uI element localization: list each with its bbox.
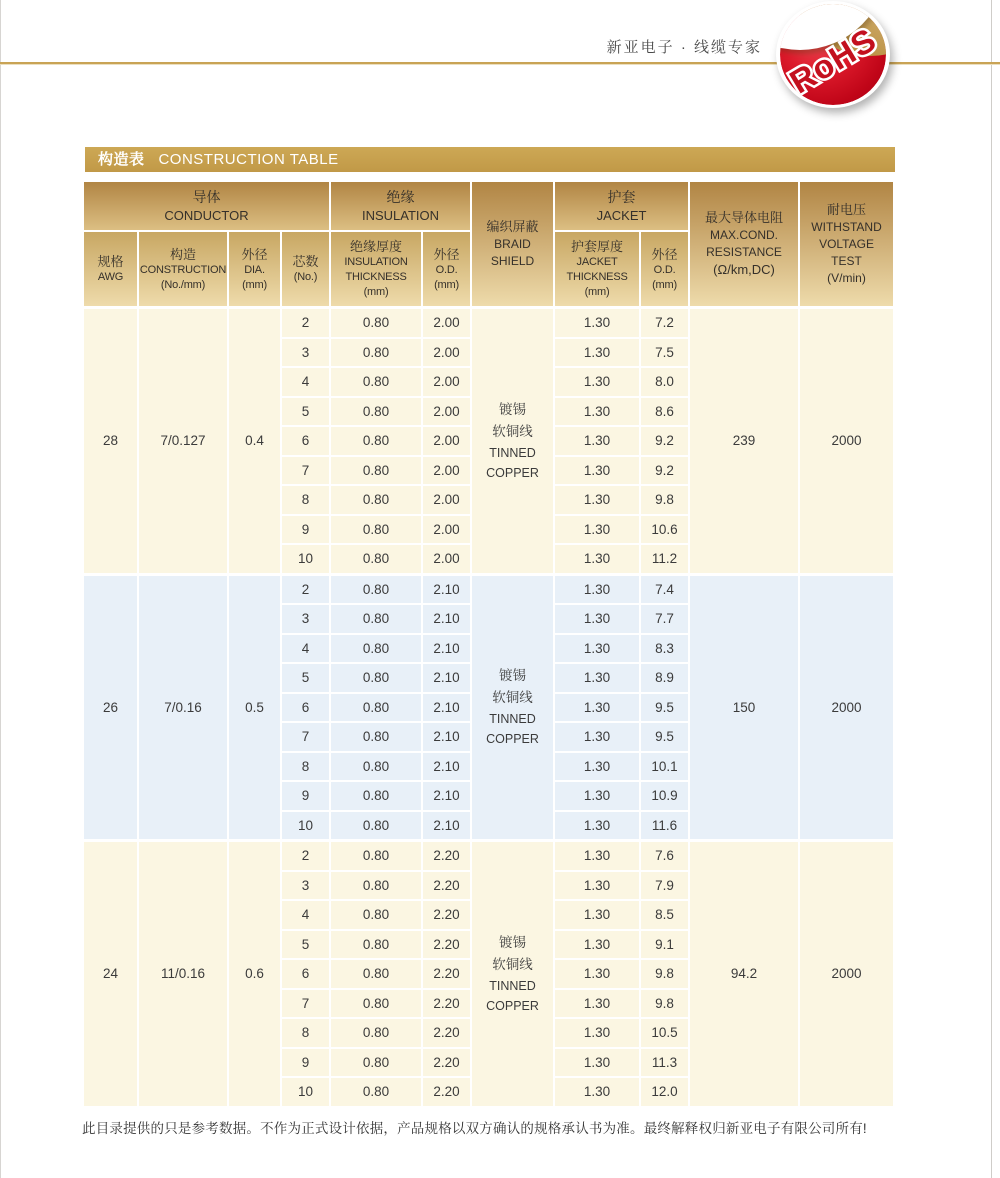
cores-cell: 7 [281,722,330,752]
max-resistance-cell: 150 [689,574,799,841]
insulation-thickness-cell: 0.80 [330,515,422,545]
jacket-thickness-cell: 1.30 [554,544,640,574]
cores-cell: 9 [281,1048,330,1078]
jacket-od-cell: 9.2 [640,456,689,486]
jacket-od-cell: 7.9 [640,871,689,901]
construction-cell: 7/0.127 [138,308,228,575]
cores-cell: 3 [281,604,330,634]
max-resistance-cell: 94.2 [689,841,799,1107]
insulation-thickness-cell: 0.80 [330,367,422,397]
rohs-label: RoHS [782,20,883,101]
cores-cell: 4 [281,900,330,930]
col-header-insulation-od: 外径 O.D. (mm) [422,231,471,308]
jacket-thickness-cell: 1.30 [554,456,640,486]
insulation-thickness-cell: 0.80 [330,722,422,752]
insulation-thickness-cell: 0.80 [330,338,422,368]
awg-cell: 24 [83,841,138,1107]
insulation-thickness-cell: 0.80 [330,634,422,664]
insulation-od-cell: 2.10 [422,574,471,604]
insulation-od-cell: 2.10 [422,811,471,841]
col-header-awg: 规格 AWG [83,231,138,308]
insulation-thickness-cell: 0.80 [330,781,422,811]
insulation-thickness-cell: 0.80 [330,485,422,515]
jacket-thickness-cell: 1.30 [554,841,640,871]
jacket-od-cell: 10.6 [640,515,689,545]
jacket-od-cell: 9.8 [640,485,689,515]
jacket-thickness-cell: 1.30 [554,752,640,782]
jacket-thickness-cell: 1.30 [554,634,640,664]
rohs-badge [774,0,894,110]
insulation-od-cell: 2.20 [422,1018,471,1048]
insulation-thickness-cell: 0.80 [330,308,422,338]
insulation-od-cell: 2.10 [422,781,471,811]
table-row [83,308,894,338]
insulation-thickness-cell: 0.80 [330,900,422,930]
insulation-od-cell: 2.00 [422,367,471,397]
cores-cell: 5 [281,930,330,960]
insulation-od-cell: 2.10 [422,693,471,723]
cores-cell: 3 [281,338,330,368]
jacket-od-cell: 7.2 [640,308,689,338]
insulation-thickness-cell: 0.80 [330,959,422,989]
cores-cell: 6 [281,426,330,456]
jacket-thickness-cell: 1.30 [554,367,640,397]
cores-cell: 4 [281,634,330,664]
jacket-thickness-cell: 1.30 [554,959,640,989]
jacket-od-cell: 12.0 [640,1077,689,1107]
jacket-thickness-cell: 1.30 [554,722,640,752]
cores-cell: 5 [281,397,330,427]
insulation-thickness-cell: 0.80 [330,1018,422,1048]
cores-cell: 9 [281,781,330,811]
group-header-conductor: 导体 CONDUCTOR [83,181,330,231]
group-header-insulation: 绝缘 INSULATION [330,181,471,231]
group-header-withstand-voltage: 耐电压 WITHSTAND VOLTAGE TEST (V/min) [799,181,894,308]
jacket-od-cell: 9.8 [640,989,689,1019]
dia-cell: 0.4 [228,308,281,575]
insulation-od-cell: 2.00 [422,515,471,545]
jacket-od-cell: 9.2 [640,426,689,456]
insulation-od-cell: 2.10 [422,722,471,752]
group-header-jacket: 护套 JACKET [554,181,689,231]
cores-cell: 3 [281,871,330,901]
insulation-od-cell: 2.20 [422,1048,471,1078]
jacket-thickness-cell: 1.30 [554,574,640,604]
page-right-edge [991,0,992,1178]
jacket-od-cell: 9.1 [640,930,689,960]
jacket-thickness-cell: 1.30 [554,989,640,1019]
cores-cell: 10 [281,811,330,841]
insulation-thickness-cell: 0.80 [330,663,422,693]
withstand-voltage-cell: 2000 [799,574,894,841]
jacket-od-cell: 11.6 [640,811,689,841]
awg-group-26 [83,574,894,841]
col-header-dia: 外径 DIA. (mm) [228,231,281,308]
group-header-braid-shield: 编织屏蔽 BRAID SHIELD [471,181,554,308]
insulation-od-cell: 2.10 [422,752,471,782]
jacket-thickness-cell: 1.30 [554,781,640,811]
insulation-thickness-cell: 0.80 [330,752,422,782]
jacket-od-cell: 8.0 [640,367,689,397]
insulation-od-cell: 2.10 [422,663,471,693]
cores-cell: 9 [281,515,330,545]
brand-tagline: 新亚电子 · 线缆专家 [606,39,762,56]
insulation-thickness-cell: 0.80 [330,693,422,723]
jacket-od-cell: 9.5 [640,722,689,752]
awg-group-28 [83,308,894,575]
jacket-thickness-cell: 1.30 [554,663,640,693]
awg-cell: 28 [83,308,138,575]
section-title-en: CONSTRUCTION TABLE [158,151,339,168]
col-header-jacket-thickness: 护套厚度 JACKET THICKNESS (mm) [554,231,640,308]
jacket-thickness-cell: 1.30 [554,338,640,368]
insulation-thickness-cell: 0.80 [330,1077,422,1107]
insulation-thickness-cell: 0.80 [330,456,422,486]
jacket-od-cell: 10.5 [640,1018,689,1048]
awg-group-24 [83,841,894,1107]
construction-cell: 7/0.16 [138,574,228,841]
insulation-thickness-cell: 0.80 [330,811,422,841]
footer-note: 此目录提供的只是参考数据。不作为正式设计依据，产品规格以双方确认的规格承认书为准。最终解释权归新亚电子有限公司所有! [82,1121,867,1136]
col-header-cores: 芯数 (No.) [281,231,330,308]
cores-cell: 6 [281,959,330,989]
jacket-thickness-cell: 1.30 [554,1018,640,1048]
jacket-thickness-cell: 1.30 [554,871,640,901]
jacket-od-cell: 10.9 [640,781,689,811]
jacket-od-cell: 7.5 [640,338,689,368]
withstand-voltage-cell: 2000 [799,308,894,575]
cores-cell: 10 [281,1077,330,1107]
cores-cell: 2 [281,841,330,871]
dia-cell: 0.6 [228,841,281,1107]
jacket-od-cell: 9.8 [640,959,689,989]
jacket-thickness-cell: 1.30 [554,485,640,515]
insulation-od-cell: 2.10 [422,634,471,664]
jacket-od-cell: 9.5 [640,693,689,723]
jacket-od-cell: 8.3 [640,634,689,664]
cores-cell: 8 [281,752,330,782]
jacket-od-cell: 7.7 [640,604,689,634]
insulation-od-cell: 2.00 [422,456,471,486]
insulation-thickness-cell: 0.80 [330,397,422,427]
jacket-thickness-cell: 1.30 [554,811,640,841]
braid-shield-cell: 镀锡 软铜线 TINNED COPPER [471,574,554,841]
jacket-thickness-cell: 1.30 [554,308,640,338]
awg-cell: 26 [83,574,138,841]
table-row [83,841,894,871]
insulation-thickness-cell: 0.80 [330,574,422,604]
insulation-thickness-cell: 0.80 [330,604,422,634]
jacket-thickness-cell: 1.30 [554,900,640,930]
table-row [83,574,894,604]
dia-cell: 0.5 [228,574,281,841]
cores-cell: 6 [281,693,330,723]
insulation-thickness-cell: 0.80 [330,544,422,574]
col-header-construction: 构造 CONSTRUCTION (No./mm) [138,231,228,308]
cores-cell: 8 [281,485,330,515]
col-header-jacket-od: 外径 O.D. (mm) [640,231,689,308]
jacket-thickness-cell: 1.30 [554,515,640,545]
insulation-od-cell: 2.00 [422,544,471,574]
jacket-od-cell: 10.1 [640,752,689,782]
cores-cell: 7 [281,989,330,1019]
jacket-od-cell: 7.4 [640,574,689,604]
insulation-od-cell: 2.00 [422,426,471,456]
cores-cell: 10 [281,544,330,574]
insulation-od-cell: 2.20 [422,989,471,1019]
col-header-insulation-thickness: 绝缘厚度 INSULATION THICKNESS (mm) [330,231,422,308]
braid-shield-cell: 镀锡 软铜线 TINNED COPPER [471,841,554,1107]
insulation-od-cell: 2.20 [422,930,471,960]
insulation-thickness-cell: 0.80 [330,426,422,456]
insulation-thickness-cell: 0.80 [330,930,422,960]
insulation-od-cell: 2.20 [422,900,471,930]
insulation-od-cell: 2.20 [422,1077,471,1107]
construction-cell: 11/0.16 [138,841,228,1107]
insulation-od-cell: 2.00 [422,397,471,427]
cores-cell: 7 [281,456,330,486]
insulation-od-cell: 2.20 [422,959,471,989]
jacket-od-cell: 8.9 [640,663,689,693]
jacket-od-cell: 8.6 [640,397,689,427]
cores-cell: 4 [281,367,330,397]
insulation-od-cell: 2.20 [422,871,471,901]
rohs-sticker-icon [780,4,886,105]
jacket-thickness-cell: 1.30 [554,397,640,427]
insulation-thickness-cell: 0.80 [330,1048,422,1078]
group-header-max-resistance: 最大导体电阻 MAX.COND. RESISTANCE (Ω/km,DC) [689,181,799,308]
cores-cell: 5 [281,663,330,693]
jacket-thickness-cell: 1.30 [554,1077,640,1107]
cores-cell: 8 [281,1018,330,1048]
jacket-thickness-cell: 1.30 [554,930,640,960]
jacket-thickness-cell: 1.30 [554,604,640,634]
insulation-od-cell: 2.20 [422,841,471,871]
jacket-od-cell: 11.3 [640,1048,689,1078]
page-left-edge [0,0,1,1178]
jacket-thickness-cell: 1.30 [554,426,640,456]
braid-shield-cell: 镀锡 软铜线 TINNED COPPER [471,308,554,575]
section-title-zh: 构造表 [98,151,145,168]
insulation-od-cell: 2.00 [422,485,471,515]
insulation-thickness-cell: 0.80 [330,871,422,901]
insulation-thickness-cell: 0.80 [330,841,422,871]
construction-table [82,180,895,1108]
jacket-od-cell: 11.2 [640,544,689,574]
insulation-od-cell: 2.00 [422,308,471,338]
withstand-voltage-cell: 2000 [799,841,894,1107]
insulation-thickness-cell: 0.80 [330,989,422,1019]
table-header [83,181,894,308]
cores-cell: 2 [281,574,330,604]
section-title-bar [85,147,895,172]
jacket-od-cell: 7.6 [640,841,689,871]
jacket-thickness-cell: 1.30 [554,693,640,723]
jacket-od-cell: 8.5 [640,900,689,930]
max-resistance-cell: 239 [689,308,799,575]
jacket-thickness-cell: 1.30 [554,1048,640,1078]
insulation-od-cell: 2.00 [422,338,471,368]
insulation-od-cell: 2.10 [422,604,471,634]
cores-cell: 2 [281,308,330,338]
